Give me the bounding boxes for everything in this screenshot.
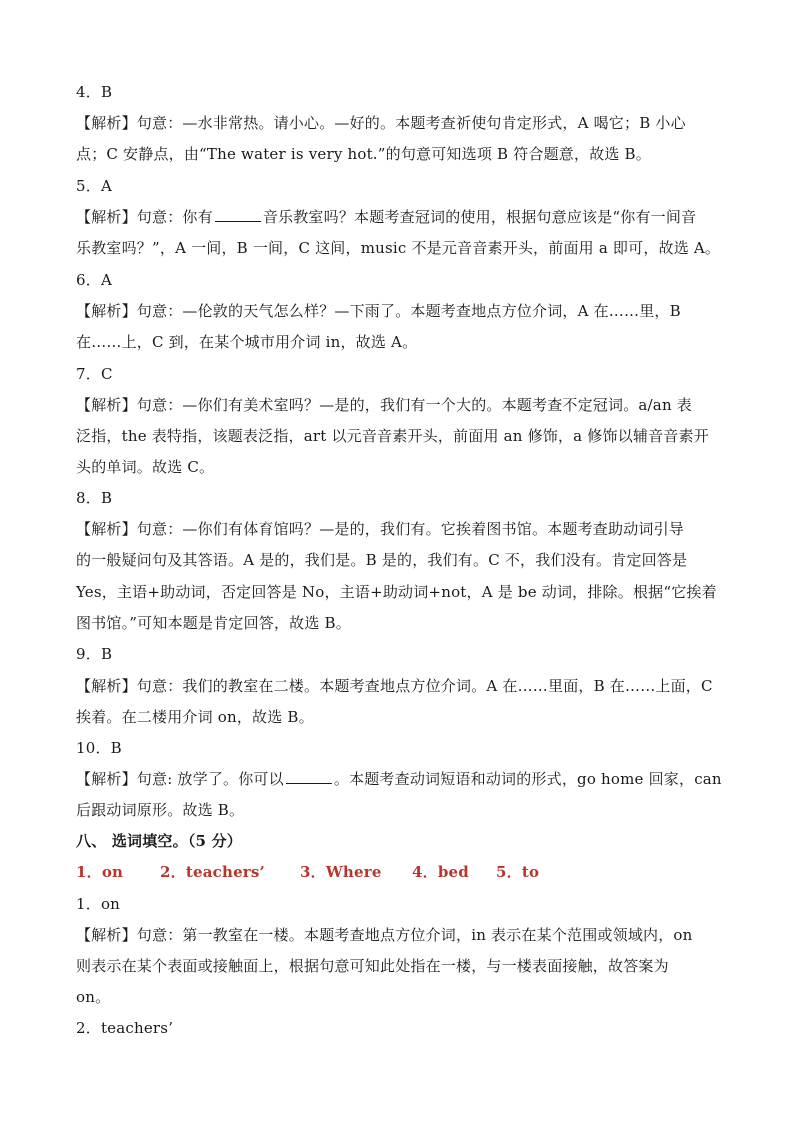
explanation-line: 【解析】句意：第一教室在一楼。本题考查地点方位介词，in 表示在某个范围或领域内，on [76, 926, 693, 944]
explanation-line: 【解析】句意：—你们有体育馆吗？—是的，我们有。它挨着图书馆。本题考查助动词引导 [76, 520, 685, 538]
explanation-line: 乐教室吗？”，A 一间，B 一间，C 这间，music 不是元音音素开头，前面用 a 即可，故选 A。 [76, 239, 721, 257]
answer-number: 5．A [76, 177, 112, 195]
explanation-line: 【解析】句意：—你们有美术室吗？—是的，我们有一个大的。本题考查不定冠词。a/an 表 [76, 396, 692, 414]
explanation-line: 【解析】句意：—伦敦的天气怎么样？—下雨了。本题考查地点方位介词，A 在……里，B [76, 302, 681, 320]
explanation-text: 音乐教室吗？本题考查冠词的使用，根据句意应该是“你有一间音 [262, 208, 697, 226]
answer-number: 6．A [76, 271, 112, 289]
explanation-line [76, 769, 756, 789]
answer-number: 7．C [76, 365, 113, 383]
explanation-line: on。 [76, 988, 111, 1006]
answer-key-item: 2．teachers’ [160, 863, 265, 881]
explanation-text: 【解析】句意: 放学了。你可以 [76, 770, 284, 788]
explanation-line [76, 207, 756, 227]
section-heading: 八、 选词填空。（5 分） [76, 832, 242, 850]
answer-key-row [76, 862, 756, 882]
answer-number: 1．on [76, 895, 121, 913]
explanation-line: 泛指，the 表特指，该题表泛指，art 以元音音素开头，前面用 an 修饰，a 修饰以辅音音素开 [76, 427, 709, 445]
answer-number: 2．teachers’ [76, 1019, 174, 1037]
answer-number: 4．B [76, 83, 113, 101]
explanation-line: 【解析】句意：—水非常热。请小心。—好的。本题考查祈使句肯定形式，A 喝它；B 小心 [76, 114, 686, 132]
explanation-line: 在……上，C 到，在某个城市用介词 in，故选 A。 [76, 333, 418, 351]
answer-key-item: 5．to [496, 863, 540, 881]
answer-key-item: 1．on [76, 863, 124, 881]
answer-number: 9．B [76, 645, 113, 663]
answer-key-item: 3．Where [300, 863, 382, 881]
explanation-line: 则表示在某个表面或接触面上，根据句意可知此处指在一楼，与一楼表面接触，故答案为 [76, 957, 669, 975]
fill-blank [286, 769, 332, 784]
explanation-line: 点；C 安静点，由“The water is very hot.”的句意可知选项 B 符合题意，故选 B。 [76, 145, 651, 163]
explanation-line: 【解析】句意：我们的教室在二楼。本题考查地点方位介词。A 在……里面，B 在……上面，C [76, 677, 713, 695]
explanation-text: 【解析】句意：你有 [76, 208, 213, 226]
explanation-line: 挨着。在二楼用介词 on，故选 B。 [76, 708, 314, 726]
answer-key-item: 4．bed [412, 863, 469, 881]
explanation-line: 后跟动词原形。故选 B。 [76, 801, 245, 819]
explanation-text: 。本题考查动词短语和动词的形式，go home 回家，can [333, 770, 722, 788]
answer-number: 8．B [76, 489, 113, 507]
fill-blank [215, 207, 261, 222]
explanation-line: Yes，主语+助动词，否定回答是 No，主语+助动词+not，A 是 be 动词，排除。根据“它挨着 [76, 583, 717, 601]
answer-number: 10．B [76, 739, 122, 757]
explanation-line: 的一般疑问句及其答语。A 是的，我们是。B 是的，我们有。C 不，我们没有。肯定回答是 [76, 551, 688, 569]
explanation-line: 图书馆。”可知本题是肯定回答，故选 B。 [76, 614, 351, 632]
explanation-line: 头的单词。故选 C。 [76, 458, 215, 476]
